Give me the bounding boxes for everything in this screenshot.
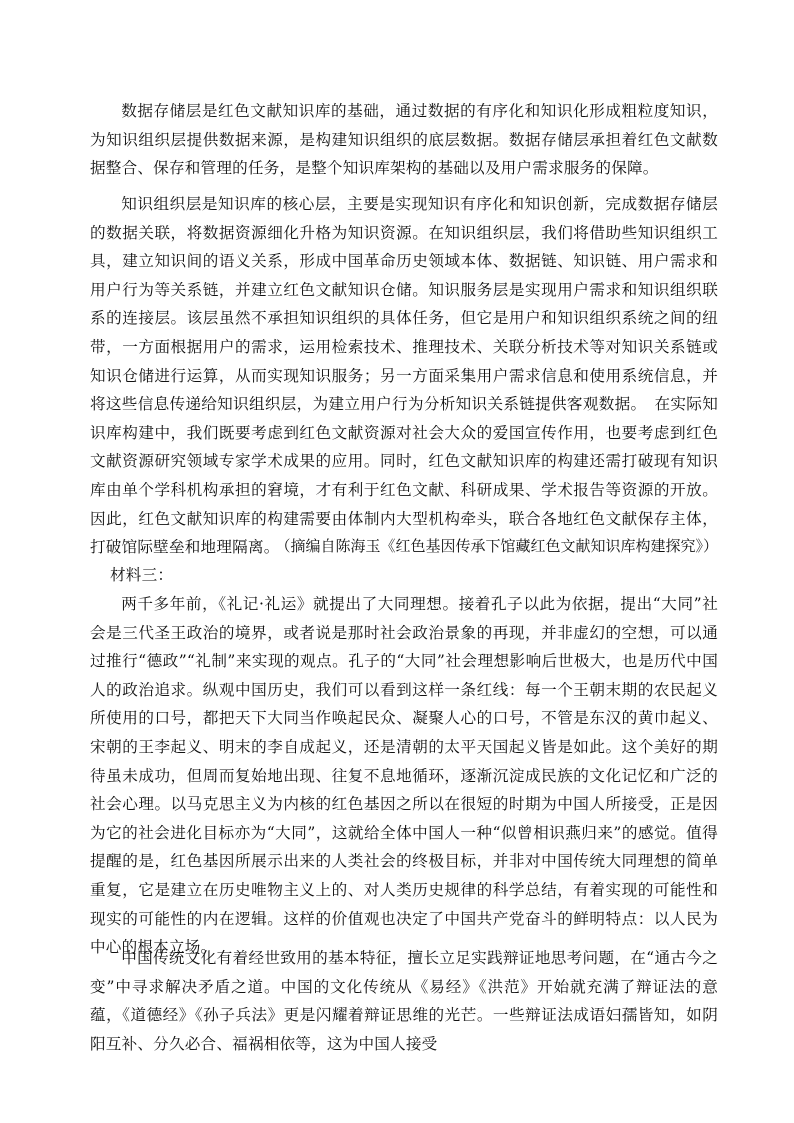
- paragraph-datong-ideal: 两千多年前，《礼记·礼运》就提出了大同理想。接着孔子以此为依据，提出“大同”社会是三代圣王政治的境界，或者说是那时社会政治景象的再现，并非虚幻的空想，可以通过推行“德政”“礼制”来实现的观点。孔子的“大同”社会理想影响后世极大，也是历代中国人的政治追求。纵观中国历史，我们可以看到这样一条红线：每一个王朝末期的农民起义所使用的口号，都把天下大同当作唤起民众、凝聚人心的口号，不管是东汉的黄巾起义、宋朝的王李起义、明末的李自成起义，还是清朝的太平天国起义皆是如此。这个美好的期待虽未成功，但周而复始地出现、往复不息地循环，逐渐沉淀成民族的文化记忆和广泛的社会心理。以马克思主义为内核的红色基因之所以在很短的时期为中国人所接受，正是因为它的社会进化目标亦为“大同”，这就给全体中国人一种“似曾相识燕归来”的感觉。值得提醒的是，红色基因所展示出来的人类社会的终极目标，并非对中国传统大同理想的简单重复，它是建立在历史唯物主义上的、对人类历史规律的科学总结，有着实现的可能性和现实的可能性的内在逻辑。这样的价值观也决定了中国共产党奋斗的鲜明特点：以人民为中心的根本立场。: [90, 595, 718, 957]
- paragraph-knowledge-organization-layer: 知识组织层是知识库的核心层，主要是实现知识有序化和知识创新，完成数据存储层的数据关联，将数据资源细化升格为知识资源。在知识组织层，我们将借助些知识组织工具，建立知识间的语义关系，形成中国革命历史领域本体、数据链、知识链、用户需求和用户行为等关系链，并建立红色文献知识仓储。知识服务层是实现用户需求和知识组织联系的连接层。该层虽然不承担知识组织的具体任务，但它是用户和知识组织系统之间的纽带，一方面根据用户的需求，运用检索技术、推理技术、关联分析技术等对知识关系链或知识仓储进行运算，从而实现知识服务；另一方面采集用户需求信息和使用系统信息，并将这些信息传递给知识组织层，为建立用户行为分析知识关系链提供客观数据。 在实际知识库构建中，我们既要考虑到红色文献资源对社会大众的爱国宣传作用，也要考虑到红色文献资源研究领域专家学术成果的应用。同时，红色文献知识库的构建还需打破现有知识库由单个学科机构承担的窘境，才有利于红色文献、科研成果、学术报告等资源的开放。因此，红色文献知识库的构建需要由体制内大型机构牵头，联合各地红色文献保存主体，打破馆际壁垒和地理隔离。: [90, 195, 718, 557]
- paragraph-data-storage-layer: 数据存储层是红色文献知识库的基础，通过数据的有序化和知识化形成粗粒度知识，为知识组织层提供数据来源，是构建知识组织的底层数据。数据存储层承担着红色文献数据整合、保存和管理的任务，是整个知识库架构的基础以及用户需求服务的保障。: [90, 102, 718, 178]
- paragraph-traditional-culture: 中国传统文化有着经世致用的基本特征，擅长立足实践辩证地思考问题，在“通古今之变”中寻求解决矛盾之道。中国的文化传统从《易经》《洪范》开始就充满了辩证法的意蕴，《道德经》《孙子兵法》更是闪耀着辩证思维的光芒。一些辩证法成语妇孺皆知，如阴阳互补、分久必合、福祸相依等，这为中国人接受: [90, 949, 718, 1053]
- citation: （摘编自陈海玉《红色基因传承下馆藏红色文献知识库构建探究》）: [275, 537, 718, 555]
- section-label-material-three: 材料三：: [110, 566, 174, 584]
